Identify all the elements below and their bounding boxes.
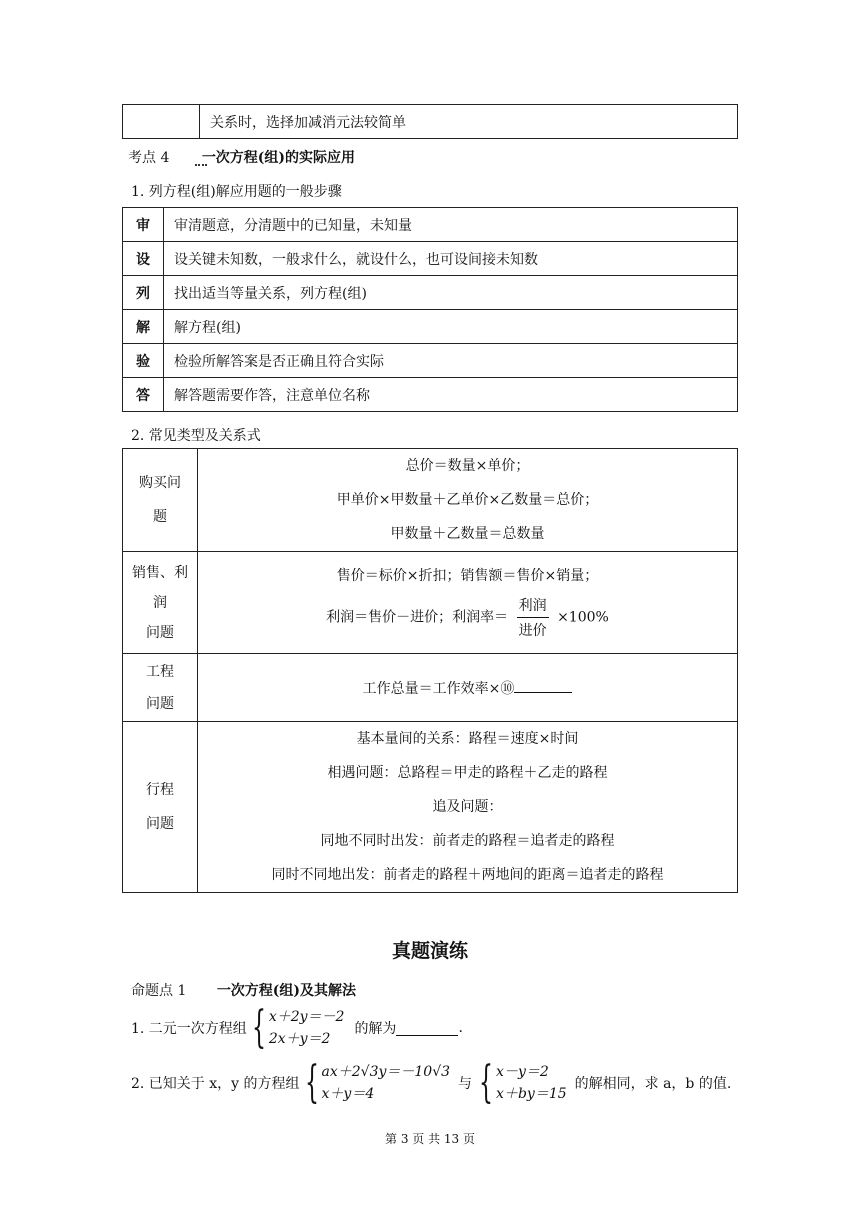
type-label-travel — [123, 722, 198, 893]
types-heading: 2. 常见类型及关系式 — [131, 428, 261, 444]
type-content-work — [198, 654, 738, 722]
section-title: 真题演练 — [391, 940, 468, 962]
emphasis-dots — [195, 164, 207, 166]
step-text: 审清题意，分清题中的已知量，未知量 — [164, 208, 738, 242]
equation: x－y＝2 — [496, 1064, 549, 1080]
formula-line: 同时不同地出发：前者走的路程＋两地间的距离＝追者走的路程 — [271, 867, 664, 883]
step-key: 列 — [123, 276, 164, 310]
label-line: 问题 — [146, 816, 174, 832]
step-key: 审 — [123, 208, 164, 242]
formula-text: 利润＝售价－进价；利润率＝ — [326, 609, 509, 626]
label-line: 问题 — [146, 624, 174, 641]
formula-line: 售价＝标价×折扣；销售额＝售价×销量； — [336, 568, 599, 584]
steps-heading: 1. 列方程(组)解应用题的一般步骤 — [131, 184, 342, 200]
types-table — [122, 448, 738, 893]
step-row — [123, 344, 738, 378]
step-row — [123, 310, 738, 344]
mingtidian-label: 命题点 1 — [131, 983, 187, 999]
top-table-right-cell: 关系时，选择加减消元法较简单 — [200, 105, 738, 139]
kaodian-title: 一次方程(组)的实际应用 — [201, 150, 356, 166]
left-brace-icon: { — [251, 1002, 266, 1053]
step-text: 检验所解答案是否正确且符合实际 — [164, 344, 738, 378]
left-brace-icon: { — [479, 1057, 494, 1108]
formula-line: 追及问题： — [432, 799, 503, 815]
step-key: 验 — [123, 344, 164, 378]
equation-system — [474, 1057, 567, 1108]
step-row — [123, 378, 738, 412]
profit-rate-formula — [198, 595, 737, 640]
fraction-denominator: 进价 — [518, 623, 547, 639]
formula-line: 总价＝数量×单价； — [405, 458, 530, 474]
answer-blank[interactable] — [396, 1021, 458, 1036]
equation: x＋y＝4 — [321, 1086, 375, 1102]
step-text: 设关键未知数，一般求什么，就设什么，也可设间接未知数 — [164, 242, 738, 276]
label-line: 工程 — [146, 663, 174, 680]
left-brace-icon: { — [304, 1057, 319, 1108]
formula-line: 甲数量＋乙数量＝总数量 — [390, 526, 545, 542]
label-line: 润 — [153, 594, 167, 611]
equation: x＋2y＝－2 — [268, 1009, 345, 1025]
equation: 2x＋y＝2 — [268, 1031, 331, 1047]
question-text: . — [458, 1020, 463, 1036]
question-1 — [131, 1004, 463, 1052]
formula-text: 工作总量＝工作效率×⑩ — [362, 680, 515, 697]
fraction — [517, 595, 549, 640]
type-row-work — [123, 654, 738, 722]
equation: ax＋2√3y＝－10√3 — [321, 1064, 451, 1080]
steps-table — [122, 207, 738, 412]
formula-line: 甲单价×甲数量＋乙单价×乙数量＝总价； — [336, 492, 599, 508]
formula-text: ×100% — [557, 609, 609, 626]
step-key: 设 — [123, 242, 164, 276]
kaodian-4-heading — [128, 147, 355, 167]
mingtidian-1-heading — [131, 980, 356, 1000]
question-text: 1. 二元一次方程组 — [131, 1021, 247, 1037]
type-content-travel — [198, 722, 738, 893]
answer-blank[interactable] — [514, 678, 572, 693]
type-label-work — [123, 654, 198, 722]
type-label-sales — [123, 552, 198, 654]
type-content-sales — [198, 552, 738, 654]
step-text: 解答题需要作答，注意单位名称 — [164, 378, 738, 412]
step-key: 答 — [123, 378, 164, 412]
mingtidian-title: 一次方程(组)及其解法 — [216, 983, 357, 999]
page-footer: 第 3 页 共 13 页 — [385, 1132, 475, 1146]
question-text: 的解为 — [354, 1021, 397, 1037]
step-key: 解 — [123, 310, 164, 344]
formula-line: 同地不同时出发：前者走的路程＝追者走的路程 — [320, 833, 615, 849]
question-text: 的解相同，求 a，b 的值. — [574, 1076, 732, 1092]
label-line: 行程 — [146, 782, 174, 798]
question-text: 2. 已知关于 x，y 的方程组 — [131, 1076, 300, 1092]
label-line: 购买问 — [139, 475, 181, 491]
formula-line: 相遇问题：总路程＝甲走的路程＋乙走的路程 — [327, 765, 608, 781]
type-row-travel — [123, 722, 738, 893]
type-label-purchase — [123, 449, 198, 552]
fraction-numerator: 利润 — [517, 595, 549, 618]
type-row-purchase — [123, 449, 738, 552]
question-2 — [131, 1058, 731, 1108]
top-table-left-cell — [123, 105, 200, 139]
equation: x＋by＝15 — [496, 1086, 567, 1102]
question-text: 与 — [458, 1076, 473, 1092]
equation-system — [247, 1002, 345, 1053]
step-row — [123, 276, 738, 310]
step-row — [123, 208, 738, 242]
step-text: 解方程(组) — [164, 310, 738, 344]
label-line: 销售、利 — [132, 564, 188, 581]
type-content-purchase — [198, 449, 738, 552]
kaodian-label: 考点 4 — [128, 150, 170, 166]
label-line: 题 — [153, 509, 167, 525]
label-line: 问题 — [146, 695, 174, 712]
step-text: 找出适当等量关系，列方程(组) — [164, 276, 738, 310]
top-table — [122, 104, 738, 139]
equation-system — [300, 1057, 451, 1108]
step-row — [123, 242, 738, 276]
formula-line: 基本量间的关系：路程＝速度×时间 — [356, 731, 579, 747]
type-row-sales — [123, 552, 738, 654]
